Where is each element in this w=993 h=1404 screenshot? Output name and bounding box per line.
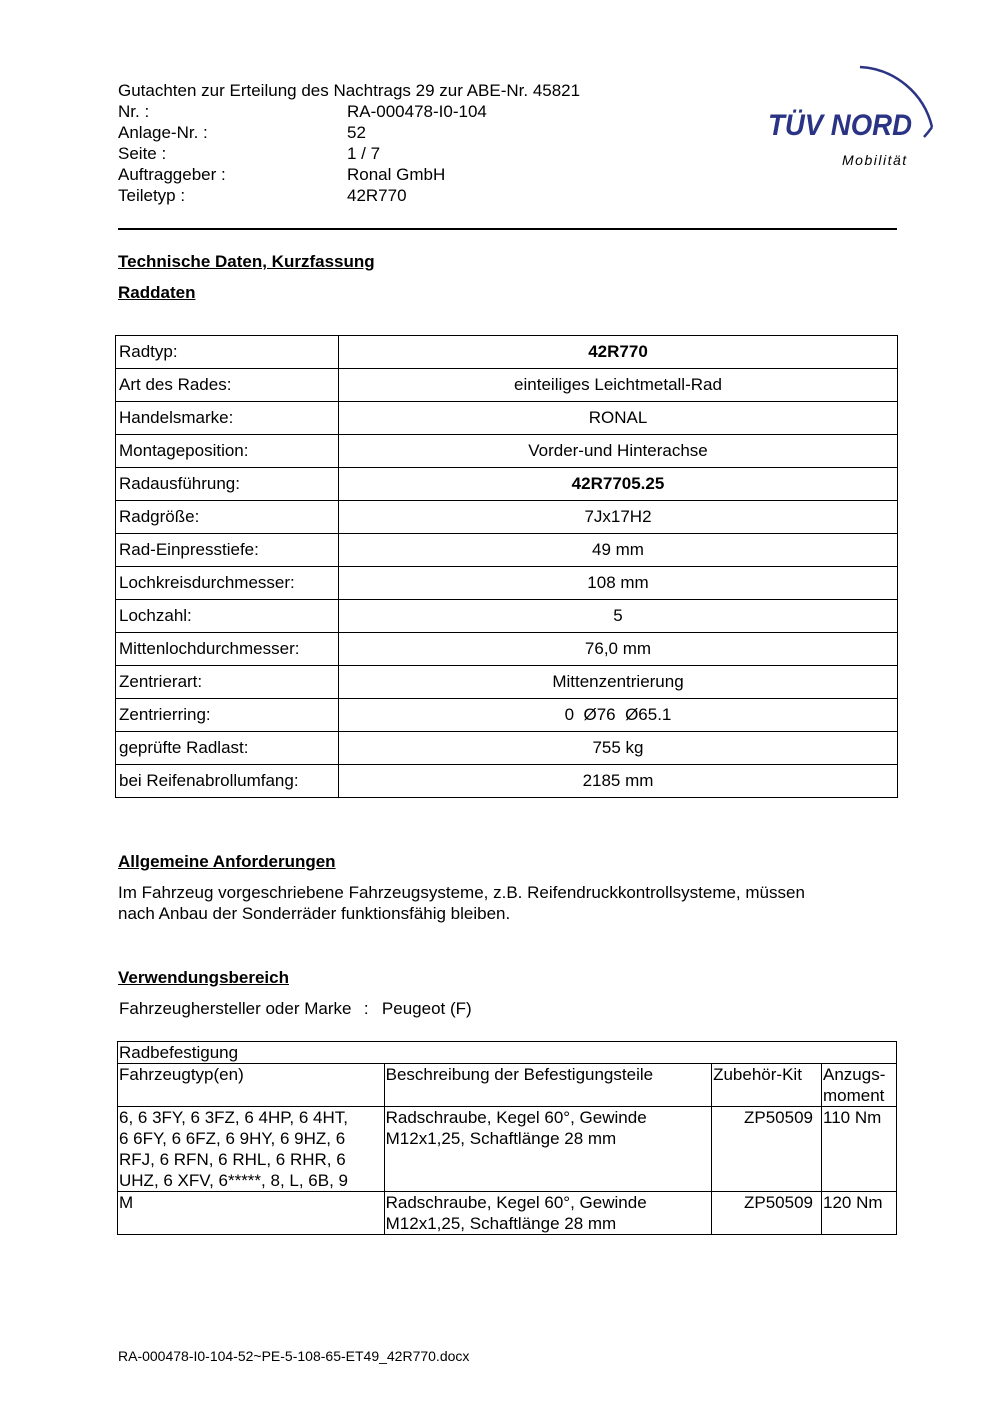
header-cell-types: Fahrzeugtyp(en) <box>118 1064 385 1107</box>
table-cell-value: Mittenzentrierung <box>339 666 898 699</box>
cell-line: Radschraube, Kegel 60°, Gewinde <box>385 1108 647 1127</box>
header-field-value: 52 <box>347 123 366 142</box>
header-field-value: Ronal GmbH <box>347 165 446 184</box>
section-title-tech: Technische Daten, Kurzfassung <box>118 252 375 271</box>
header-field-label: Nr. : <box>118 102 150 121</box>
header-text-line: moment <box>823 1086 885 1105</box>
footer-filename: RA-000478-I0-104-52~PE-5-108-65-ET49_42R770.docx <box>118 1348 470 1364</box>
header-cell-desc: Beschreibung der Befestigungsteile <box>384 1064 711 1107</box>
cell-line: M <box>119 1193 134 1212</box>
hersteller-value: Peugeot (F) <box>381 999 472 1018</box>
table-cell-label: Art des Rades: <box>116 369 339 402</box>
table-row <box>116 765 898 798</box>
cell-line: 6 6FY, 6 6FZ, 6 9HY, 6 9HZ, 6 <box>119 1129 346 1148</box>
table-row <box>116 534 898 567</box>
header-divider <box>118 228 897 230</box>
table-cell-label: Rad-Einpresstiefe: <box>116 534 339 567</box>
table-cell-value: 76,0 mm <box>339 633 898 666</box>
table-cell-label: Radausführung: <box>116 468 339 501</box>
table-cell-value: 42R7705.25 <box>339 468 898 501</box>
table-row <box>116 567 898 600</box>
cell-kit: ZP50509 <box>712 1107 822 1192</box>
header-field-value: RA-000478-I0-104 <box>347 102 487 121</box>
paragraph-line: nach Anbau der Sonderräder funktionsfähig bleiben. <box>118 904 511 923</box>
table-cell-value: 2185 mm <box>339 765 898 798</box>
section-title-allgemein: Allgemeine Anforderungen <box>118 852 336 871</box>
table-cell-label: Mittenlochdurchmesser: <box>116 633 339 666</box>
table-cell-value: 108 mm <box>339 567 898 600</box>
table-row <box>116 633 898 666</box>
header-field-label: Seite : <box>118 144 167 163</box>
logo-sub-text: Mobilität <box>842 152 908 168</box>
table-row <box>116 369 898 402</box>
table-title-row <box>118 1042 897 1064</box>
table-cell-label: Handelsmarke: <box>116 402 339 435</box>
tuv-nord-logo <box>760 55 945 175</box>
table-header-row <box>118 1064 897 1107</box>
header-cell-kit: Zubehör-Kit <box>712 1064 822 1107</box>
header-cell-torque <box>822 1064 897 1107</box>
section-title-verwendung: Verwendungsbereich <box>118 968 289 987</box>
cell-types <box>118 1107 385 1192</box>
table-row <box>118 1107 897 1192</box>
header-field-label: Teiletyp : <box>118 186 186 205</box>
cell-kit: ZP50509 <box>712 1192 822 1235</box>
table-cell-label: Lochzahl: <box>116 600 339 633</box>
table-row <box>116 732 898 765</box>
table-row <box>116 501 898 534</box>
section-title-raddaten: Raddaten <box>118 283 196 302</box>
table-row <box>116 336 898 369</box>
cell-types <box>118 1192 385 1235</box>
table-row <box>118 1192 897 1235</box>
header-field-value: 1 / 7 <box>347 144 381 163</box>
table-cell-value: 49 mm <box>339 534 898 567</box>
hersteller-label: Fahrzeughersteller oder Marke <box>119 999 352 1018</box>
table-cell-label: Radgröße: <box>116 501 339 534</box>
table-row <box>116 600 898 633</box>
paragraph-line: Im Fahrzeug vorgeschriebene Fahrzeugsysteme, z.B. Reifendruckkontrollsysteme, müssen <box>118 883 805 902</box>
header-field-label: Anlage-Nr. : <box>118 123 208 142</box>
raddaten-table <box>115 335 898 798</box>
table-cell-value: 7Jx17H2 <box>339 501 898 534</box>
cell-line: Radschraube, Kegel 60°, Gewinde <box>385 1193 647 1212</box>
table-cell-label: Zentrierart: <box>116 666 339 699</box>
allgemein-paragraph <box>118 882 898 924</box>
hersteller-line <box>119 998 472 1019</box>
hersteller-separator: : <box>363 999 369 1018</box>
cell-line: UHZ, 6 XFV, 6*****, 8, L, 6B, 9 <box>119 1171 348 1190</box>
cell-line: RFJ, 6 RFN, 6 RHL, 6 RHR, 6 <box>119 1150 346 1169</box>
radbefestigung-table <box>117 1041 897 1235</box>
logo-brand-text: TÜV NORD <box>768 109 912 142</box>
table-cell-label: Zentrierring: <box>116 699 339 732</box>
cell-line: M12x1,25, Schaftlänge 28 mm <box>385 1214 617 1233</box>
cell-line: M12x1,25, Schaftlänge 28 mm <box>385 1129 617 1148</box>
table-cell-value: 5 <box>339 600 898 633</box>
table-row <box>116 435 898 468</box>
table-cell-value: Vorder-und Hinterachse <box>339 435 898 468</box>
table-row <box>116 666 898 699</box>
header-text-line: Anzugs- <box>823 1065 886 1084</box>
header-field-label: Auftraggeber : <box>118 165 226 184</box>
table-cell-value: 0 Ø76 Ø65.1 <box>339 699 898 732</box>
table-cell-label: Radtyp: <box>116 336 339 369</box>
document-title <box>118 80 580 101</box>
header-field-value: 42R770 <box>347 186 407 205</box>
table-row <box>116 468 898 501</box>
cell-torque: 120 Nm <box>822 1192 897 1235</box>
table-row <box>116 402 898 435</box>
table-cell-label: Montageposition: <box>116 435 339 468</box>
table-title-cell: Radbefestigung <box>118 1042 897 1064</box>
table-cell-value: 755 kg <box>339 732 898 765</box>
table-cell-label: bei Reifenabrollumfang: <box>116 765 339 798</box>
cell-line: 6, 6 3FY, 6 3FZ, 6 4HP, 6 4HT, <box>119 1108 348 1127</box>
document-title-text: Gutachten zur Erteilung des Nachtrags 29 zur ABE-Nr. 45821 <box>118 81 581 100</box>
table-cell-value: RONAL <box>339 402 898 435</box>
cell-desc <box>384 1107 711 1192</box>
table-cell-label: Lochkreisdurchmesser: <box>116 567 339 600</box>
table-cell-value: 42R770 <box>339 336 898 369</box>
table-row <box>116 699 898 732</box>
cell-desc <box>384 1192 711 1235</box>
table-cell-label: geprüfte Radlast: <box>116 732 339 765</box>
table-cell-value: einteiliges Leichtmetall-Rad <box>339 369 898 402</box>
cell-torque: 110 Nm <box>822 1107 897 1192</box>
